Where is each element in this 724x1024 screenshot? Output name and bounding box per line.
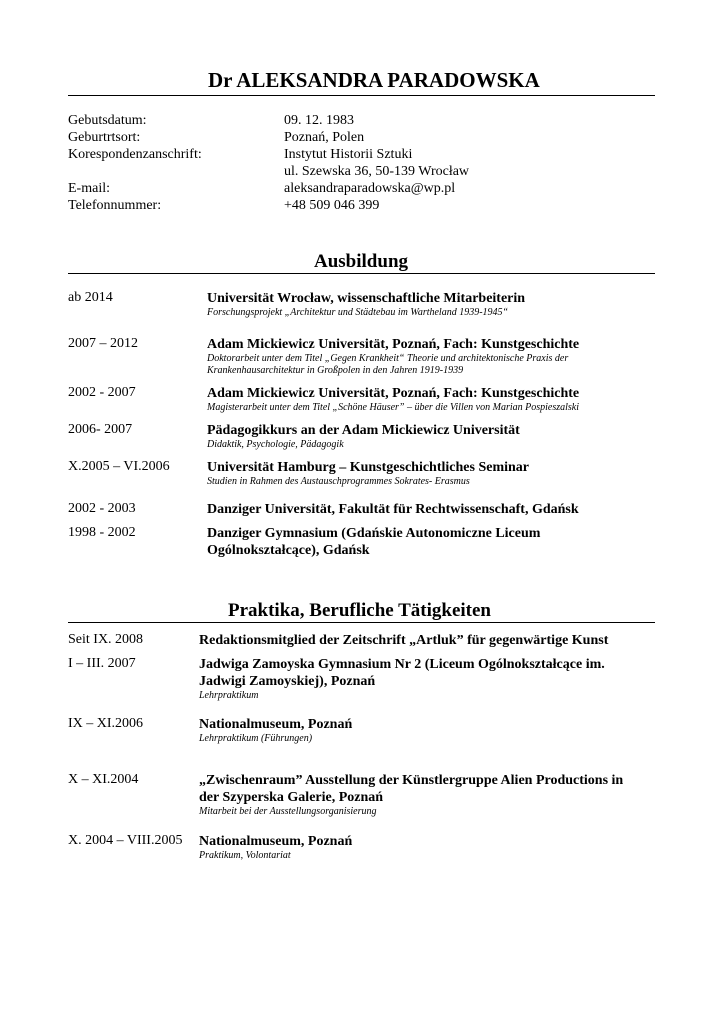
- entry-title: Danziger Universität, Fakultät für Rechtwissenschaft, Gdańsk: [207, 502, 579, 517]
- entry-date: IX – XI.2006: [68, 716, 144, 731]
- entry-date: 1998 - 2002: [68, 525, 136, 540]
- entry-title: Nationalmuseum, Poznań: [199, 834, 353, 849]
- entry-title: Universität Wrocław, wissenschaftliche Mitarbeiterin: [207, 291, 526, 306]
- entry-title: Adam Mickiewicz Universität, Poznań, Fach: Kunstgeschichte: [207, 337, 580, 352]
- page-title: Dr ALEKSANDRA PARADOWSKA: [208, 68, 540, 92]
- entry-date: X.2005 – VI.2006: [68, 459, 170, 474]
- entry-date: 2006- 2007: [68, 422, 133, 437]
- phone-value: +48 509 046 399: [284, 198, 380, 213]
- address-line-1: Instytut Historii Sztuki: [284, 147, 413, 162]
- entry-title: Jadwiga Zamoyska Gymnasium Nr 2 (Liceum Ogólnokształcące im.: [199, 657, 605, 672]
- entry-title: Redaktionsmitglied der Zeitschrift „Artluk” für gegenwärtige Kunst: [199, 633, 609, 648]
- entry-title: Universität Hamburg – Kunstgeschichtliches Seminar: [207, 460, 529, 475]
- birthdate-label: Gebutsdatum:: [68, 113, 147, 128]
- birthplace-value: Poznań, Polen: [284, 130, 365, 145]
- entry-date: I – III. 2007: [68, 656, 136, 671]
- email-label: E-mail:: [68, 181, 110, 196]
- entry-title: Adam Mickiewicz Universität, Poznań, Fach: Kunstgeschichte: [207, 386, 580, 401]
- entry-title-line-2: Ogólnokształcące), Gdańsk: [207, 543, 370, 558]
- entry-note-line-2: Krankenhausarchitektur in Großpolen in den Jahren 1919-1939: [207, 365, 464, 376]
- entry-note: Lehrpraktikum (Führungen): [199, 733, 313, 744]
- entry-note: Magisterarbeit unter dem Titel „Schöne Häuser” – über die Villen von Marian Pospieszalski: [207, 402, 580, 413]
- education-heading: Ausbildung: [314, 251, 409, 272]
- phone-label: Telefonnummer:: [68, 198, 162, 213]
- education-divider: [68, 273, 655, 274]
- entry-date: 2007 – 2012: [68, 336, 138, 351]
- practice-heading: Praktika, Berufliche Tätigkeiten: [228, 600, 491, 621]
- title-divider: [68, 95, 655, 96]
- birthplace-label: Geburtrtsort:: [68, 130, 141, 145]
- birthdate-value: 09. 12. 1983: [284, 113, 354, 128]
- address-line-2: ul. Szewska 36, 50-139 Wrocław: [284, 164, 470, 179]
- entry-title-line-2: Jadwigi Zamoyskiej), Poznań: [199, 674, 376, 689]
- entry-note: Mitarbeit bei der Ausstellungsorganisierung: [199, 806, 377, 817]
- entry-title: Pädagogikkurs an der Adam Mickiewicz Universität: [207, 423, 520, 438]
- entry-note: Didaktik, Psychologie, Pädagogik: [207, 439, 344, 450]
- entry-date: ab 2014: [68, 290, 113, 305]
- entry-date: X. 2004 – VIII.2005: [68, 833, 183, 848]
- email-value: aleksandraparadowska@wp.pl: [284, 181, 456, 196]
- entry-title: Nationalmuseum, Poznań: [199, 717, 353, 732]
- practice-divider: [68, 622, 655, 623]
- entry-note: Lehrpraktikum: [199, 690, 259, 701]
- entry-date: X – XI.2004: [68, 772, 139, 787]
- entry-note: Forschungsprojekt „Architektur und Städtebau im Wartheland 1939-1945“: [207, 307, 509, 318]
- entry-title-line-2: der Szyperska Galerie, Poznań: [199, 790, 384, 805]
- entry-note: Studien in Rahmen des Austauschprogrammes Sokrates- Erasmus: [207, 476, 470, 487]
- entry-date: Seit IX. 2008: [68, 632, 144, 647]
- entry-date: 2002 - 2007: [68, 385, 136, 400]
- entry-date: 2002 - 2003: [68, 501, 136, 516]
- entry-note: Doktorarbeit unter dem Titel „Gegen Krankheit“ Theorie und architektonische Praxis der: [207, 353, 569, 364]
- entry-note: Praktikum, Volontariat: [199, 850, 291, 861]
- entry-title: Danziger Gymnasium (Gdańskie Autonomiczne Liceum: [207, 526, 541, 541]
- address-label: Korespondenzanschrift:: [68, 147, 202, 162]
- entry-title: „Zwischenraum” Ausstellung der Künstlergruppe Alien Productions in: [199, 773, 624, 788]
